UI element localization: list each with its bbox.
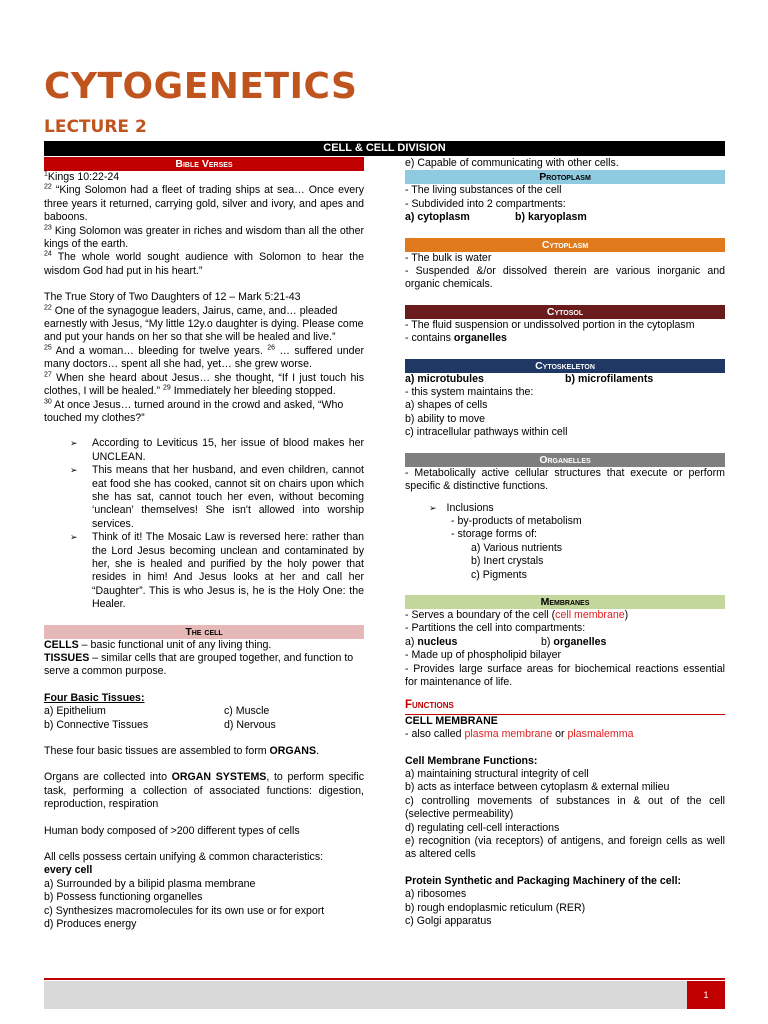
story-title: The True Story of Two Daughters of 12 – Mark 5:21-43 bbox=[44, 291, 301, 304]
mark-verse-27-29: $^{27}$ When she heard about Jesus… she thought, “If I just touch his clothes, I will be healed.” $^{29}$ Immediately her bleeding stopped. bbox=[44, 371, 364, 398]
right-column bbox=[405, 157, 725, 928]
functions-header: Functions bbox=[405, 699, 725, 714]
organs-sentence: These four basic tissues are assembled to form ORGANS. bbox=[44, 745, 319, 758]
cytoskeleton-line: - this system maintains the: bbox=[405, 386, 534, 399]
tissues-row-1: a) Epithelium c) Muscle bbox=[44, 705, 270, 718]
characteristic-item: a) Surrounded by a bilipid plasma membrane bbox=[44, 877, 256, 890]
cytoskeleton-line: c) intracellular pathways within cell bbox=[405, 426, 568, 439]
kings-reference: $^1$Kings 10:22-24 bbox=[44, 170, 120, 183]
characteristic-item: d) Produces energy bbox=[44, 918, 137, 931]
membranes-compartments: a) nucleus b) organelles bbox=[405, 635, 607, 648]
cytosol-line: - contains organelles bbox=[405, 332, 507, 345]
membranes-line: - Provides large surface areas for biochemical reactions essential for maintenance of life. bbox=[405, 662, 725, 688]
unifying-sentence: All cells possess certain unifying & common characteristics: bbox=[44, 851, 324, 864]
arrow-bullet-icon: ➢ bbox=[70, 532, 78, 543]
machinery-item: a) ribosomes bbox=[405, 888, 467, 901]
protein-machinery-title: Protein Synthetic and Packaging Machinery of the cell: bbox=[405, 874, 682, 887]
document-title: CYTOGENETICS bbox=[44, 66, 358, 107]
lecture-label: LECTURE 2 bbox=[44, 117, 147, 137]
list-item: ➢ Think of it! The Mosaic Law is reversed here: rather than the Lord Jesus becoming unclean and contaminated by her, she is healed and purified by the holy power that resides in him! And Jesus looks at her and call her “Daughter”. This is who Jesus is, he is the Holy One: the Healer. bbox=[70, 531, 364, 611]
verse-24: $^{24}$ The whole world sought audience with Solomon to hear the wisdom God had put in his heart.” bbox=[44, 250, 364, 277]
list-item: ➢ According to Leviticus 15, her issue of blood makes her UNCLEAN. bbox=[70, 437, 364, 463]
cytoskeleton-line: b) ability to move bbox=[405, 412, 486, 425]
membranes-line: - Partitions the cell into compartments: bbox=[405, 622, 586, 635]
page-number: 1 bbox=[687, 981, 725, 1009]
protoplasm-header: Protoplasm bbox=[405, 170, 725, 184]
membranes-line: - Serves a boundary of the cell (cell membrane) bbox=[405, 608, 629, 621]
bible-verses-header: Bible Verses bbox=[44, 157, 364, 171]
inclusions-block: ➢ Inclusions - by-products of metabolism - storage forms of: a) Various nutrients b) Inert crystals c) Pigments bbox=[429, 501, 582, 581]
function-item: d) regulating cell-cell interactions bbox=[405, 821, 560, 834]
human-body-sentence: Human body composed of >200 different types of cells bbox=[44, 824, 300, 837]
cytoskeleton-types: a) microtubules b) microfilaments bbox=[405, 372, 654, 385]
commentary-list bbox=[44, 437, 364, 611]
function-item: c) controlling movements of substances in & out of the cell (selective permeability) bbox=[405, 794, 725, 821]
protoplasm-compartments: a) cytoplasm b) karyoplasm bbox=[405, 211, 587, 224]
cytoplasm-header: Cytoplasm bbox=[405, 238, 725, 252]
characteristic-item: c) Synthesizes macromolecules for its own use or for export bbox=[44, 904, 325, 917]
cell-membrane-title: CELL MEMBRANE bbox=[405, 714, 498, 727]
mark-verse-25-26: $^{25}$ And a woman… bleeding for twelve years. $^{26}$ … suffered under many doctors… spent all she had, yet… she grew worse. bbox=[44, 344, 364, 371]
machinery-item: b) rough endoplasmic reticulum (RER) bbox=[405, 901, 586, 914]
cytosol-line: - The fluid suspension or undissolved portion in the cytoplasm bbox=[405, 318, 695, 331]
mark-verse-22: $^{22}$ One of the synagogue leaders, Jairus, came, and… pleaded earnestly with Jesus, “My little 12y.o daughter is dying. Please come and put your hands on her so that she will be healed and live.” bbox=[44, 304, 364, 344]
footer-divider bbox=[44, 978, 725, 980]
footer-bar bbox=[44, 981, 687, 1009]
tissues-definition: TISSUES – similar cells that are grouped together, and function to serve a common purpose. bbox=[44, 652, 354, 678]
every-cell-label: every cell bbox=[44, 864, 93, 877]
organelles-header: Organelles bbox=[405, 453, 725, 467]
the-cell-header: The cell bbox=[44, 625, 364, 639]
verse-23: $^{23}$ King Solomon was greater in riches and wisdom than all the other kings of the earth. bbox=[44, 224, 364, 251]
cytosol-header: Cytosol bbox=[405, 305, 725, 319]
characteristic-item: b) Possess functioning organelles bbox=[44, 891, 203, 904]
protoplasm-line: - The living substances of the cell bbox=[405, 184, 562, 197]
arrow-bullet-icon: ➢ bbox=[70, 465, 78, 476]
membranes-line: - Made up of phospholipid bilayer bbox=[405, 649, 562, 662]
machinery-item: c) Golgi apparatus bbox=[405, 915, 492, 928]
left-column bbox=[44, 157, 364, 932]
function-item: e) recognition (via receptors) of antigens, and foreign cells as well as altered cells bbox=[405, 835, 725, 861]
cytoskeleton-line: a) shapes of cells bbox=[405, 399, 488, 412]
cell-membrane-alias: - also called plasma membrane or plasmalemma bbox=[405, 728, 634, 741]
protoplasm-line: - Subdivided into 2 compartments: bbox=[405, 197, 566, 210]
organ-systems-sentence: Organs are collected into ORGAN SYSTEMS, to perform specific task, performing a collection of associated functions: digestion, reproduction, respiration bbox=[44, 771, 364, 811]
cells-definition: CELLS – basic functional unit of any living thing. bbox=[44, 638, 272, 651]
section-banner: CELL & CELL DIVISION bbox=[44, 141, 725, 156]
cytoplasm-line: - The bulk is water bbox=[405, 251, 492, 264]
characteristic-item: e) Capable of communicating with other cells. bbox=[405, 157, 619, 169]
cytoplasm-line: - Suspended &/or dissolved therein are various inorganic and organic chemicals. bbox=[405, 265, 725, 291]
cytoskeleton-header: Cytoskeleton bbox=[405, 359, 725, 373]
mark-verse-30: $^{30}$ At once Jesus… turned around in the crowd and asked, “Who touched my clothes?” bbox=[44, 397, 344, 424]
function-item: a) maintaining structural integrity of cell bbox=[405, 768, 589, 780]
four-tissues-title: Four Basic Tissues: bbox=[44, 691, 145, 704]
arrow-bullet-icon: ➢ bbox=[70, 438, 78, 449]
list-item: ➢ This means that her husband, and even children, cannot eat food she has cooked, cannot sit on chairs upon which she has sat, cannot touch her even, without becoming ‘unclean’ themselves! She isn't allowed into worship services. bbox=[70, 464, 364, 530]
tissues-row-2: b) Connective Tissues d) Nervous bbox=[44, 718, 276, 731]
verse-22: $^{22}$ “King Solomon had a fleet of trading ships at sea… Once every three years it returned, carrying gold, silver and ivory, and apes and baboons. bbox=[44, 183, 364, 224]
organelles-line: - Metabolically active cellular structures that execute or perform specific & distinctive functions. bbox=[405, 466, 725, 493]
arrow-bullet-icon: ➢ bbox=[429, 502, 437, 513]
function-item: b) acts as interface between cytoplasm & external milieu bbox=[405, 781, 670, 794]
membranes-header: Membranes bbox=[405, 595, 725, 609]
cell-membrane-functions-title: Cell Membrane Functions: bbox=[405, 754, 538, 767]
